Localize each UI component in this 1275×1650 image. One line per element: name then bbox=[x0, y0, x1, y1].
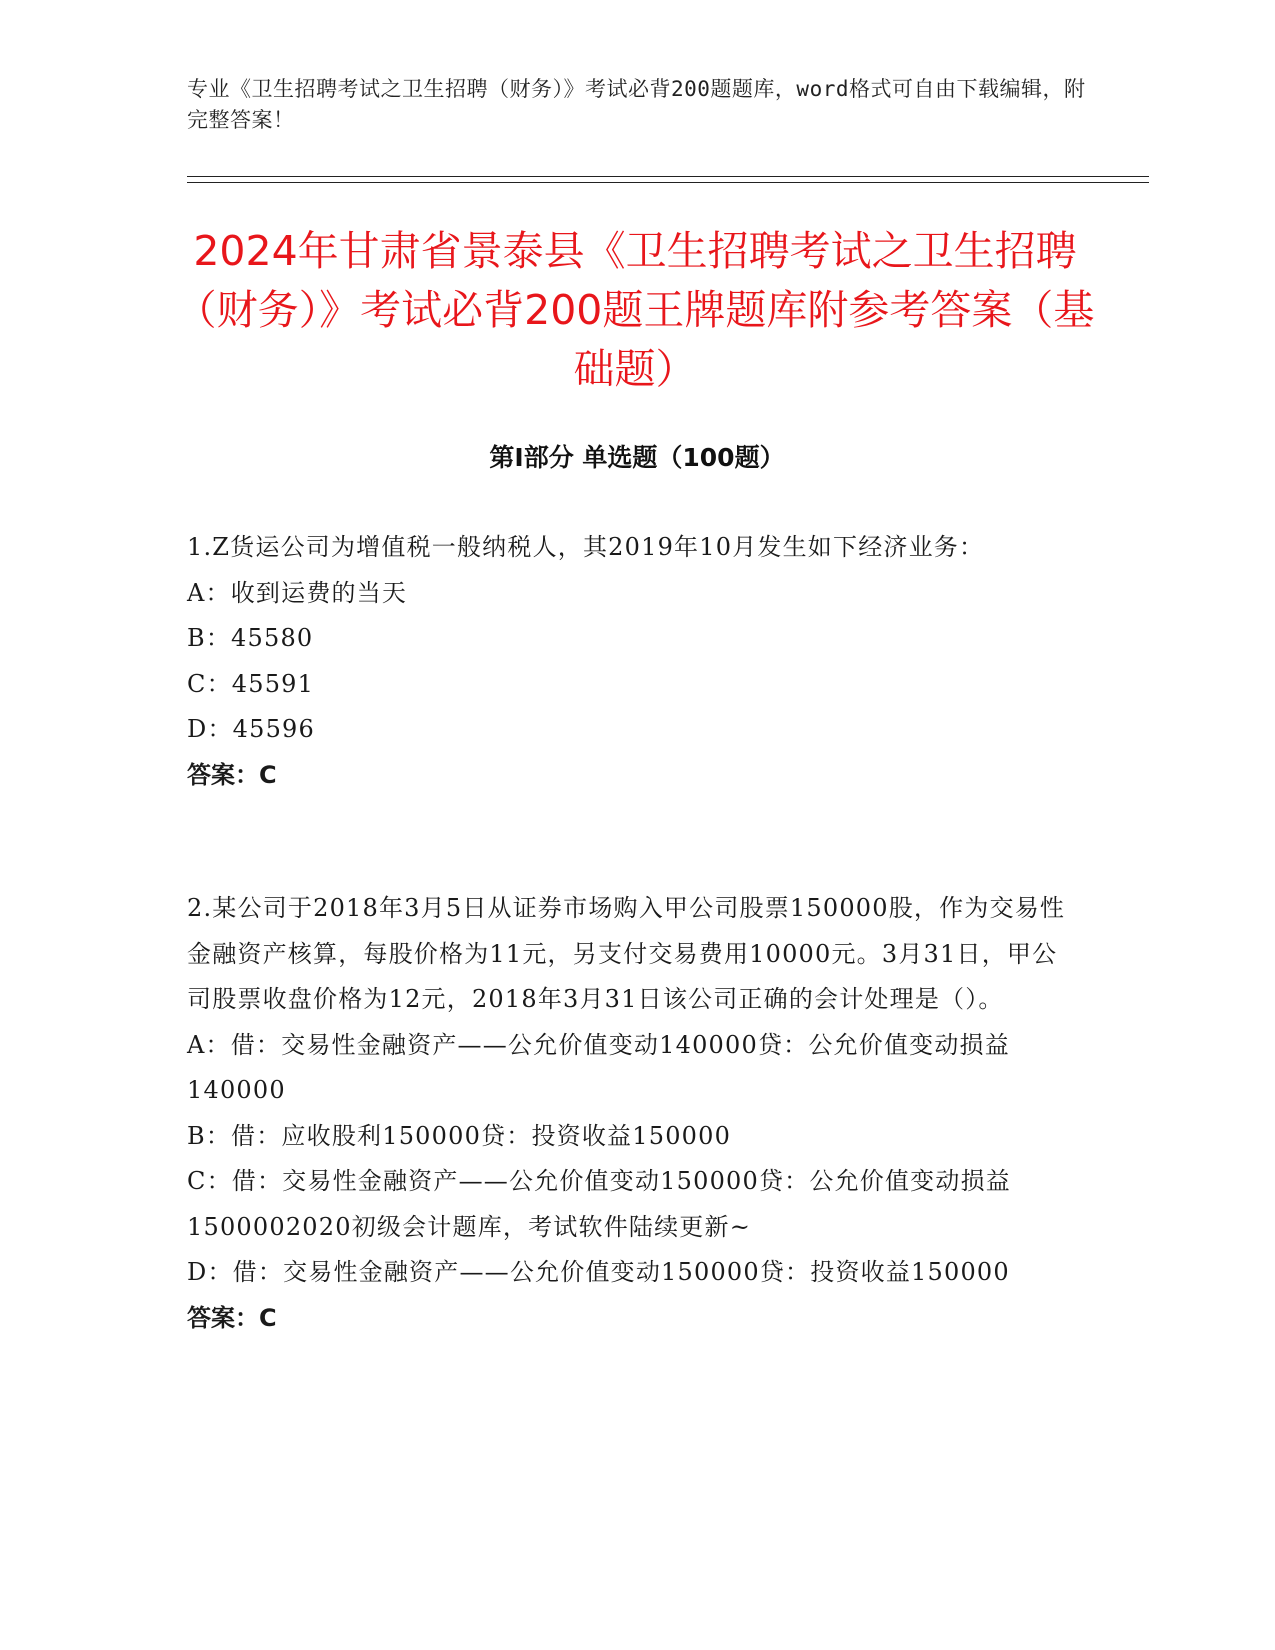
option-d: D：45596 bbox=[187, 715, 315, 743]
question-stem: 1.Z货运公司为增值税一般纳税人，其2019年10月发生如下经济业务： bbox=[187, 533, 985, 561]
header-divider-top bbox=[187, 176, 1149, 177]
answer: 答案：C bbox=[187, 760, 277, 789]
option-a: A：收到运费的当天 bbox=[187, 578, 408, 607]
option-b: B：借：应收股利150000贷：投资收益150000 bbox=[187, 1121, 732, 1150]
header-divider-bottom bbox=[187, 182, 1149, 183]
question-1 bbox=[187, 525, 1077, 798]
question-stem: 2.某公司于2018年3月5日从证券市场购入甲公司股票150000股，作为交易性金融资产核算，每股价格为11元，另支付交易费用10000元。3月31日，甲公司股票收盘价格为12元，2018年3月31日该公司正确的会计处理是（）。 bbox=[187, 894, 1066, 1013]
option-a: A：借：交易性金融资产——公允价值变动140000贷：公允价值变动损益140000 bbox=[187, 1030, 1010, 1104]
option-d: D：借：交易性金融资产——公允价值变动150000贷：投资收益150000 bbox=[187, 1258, 1010, 1286]
option-c: C：借：交易性金融资产——公允价值变动150000贷：公允价值变动损益1500002020初级会计题库，考试软件陆续更新~ bbox=[187, 1167, 1011, 1241]
header-note: 专业《卫生招聘考试之卫生招聘（财务）》考试必背200题题库，word格式可自由下载编辑，附完整答案！ bbox=[187, 77, 1086, 132]
document-title: 2024年甘肃省景泰县《卫生招聘考试之卫生招聘（财务）》考试必背200题王牌题库附参考答案（基础题） bbox=[175, 227, 1095, 393]
option-c: C：45591 bbox=[187, 669, 315, 698]
question-2 bbox=[187, 886, 1077, 1341]
option-b: B：45580 bbox=[187, 624, 314, 652]
answer: 答案：C bbox=[187, 1303, 277, 1332]
section-heading: 第I部分 单选题（100题） bbox=[489, 443, 785, 472]
